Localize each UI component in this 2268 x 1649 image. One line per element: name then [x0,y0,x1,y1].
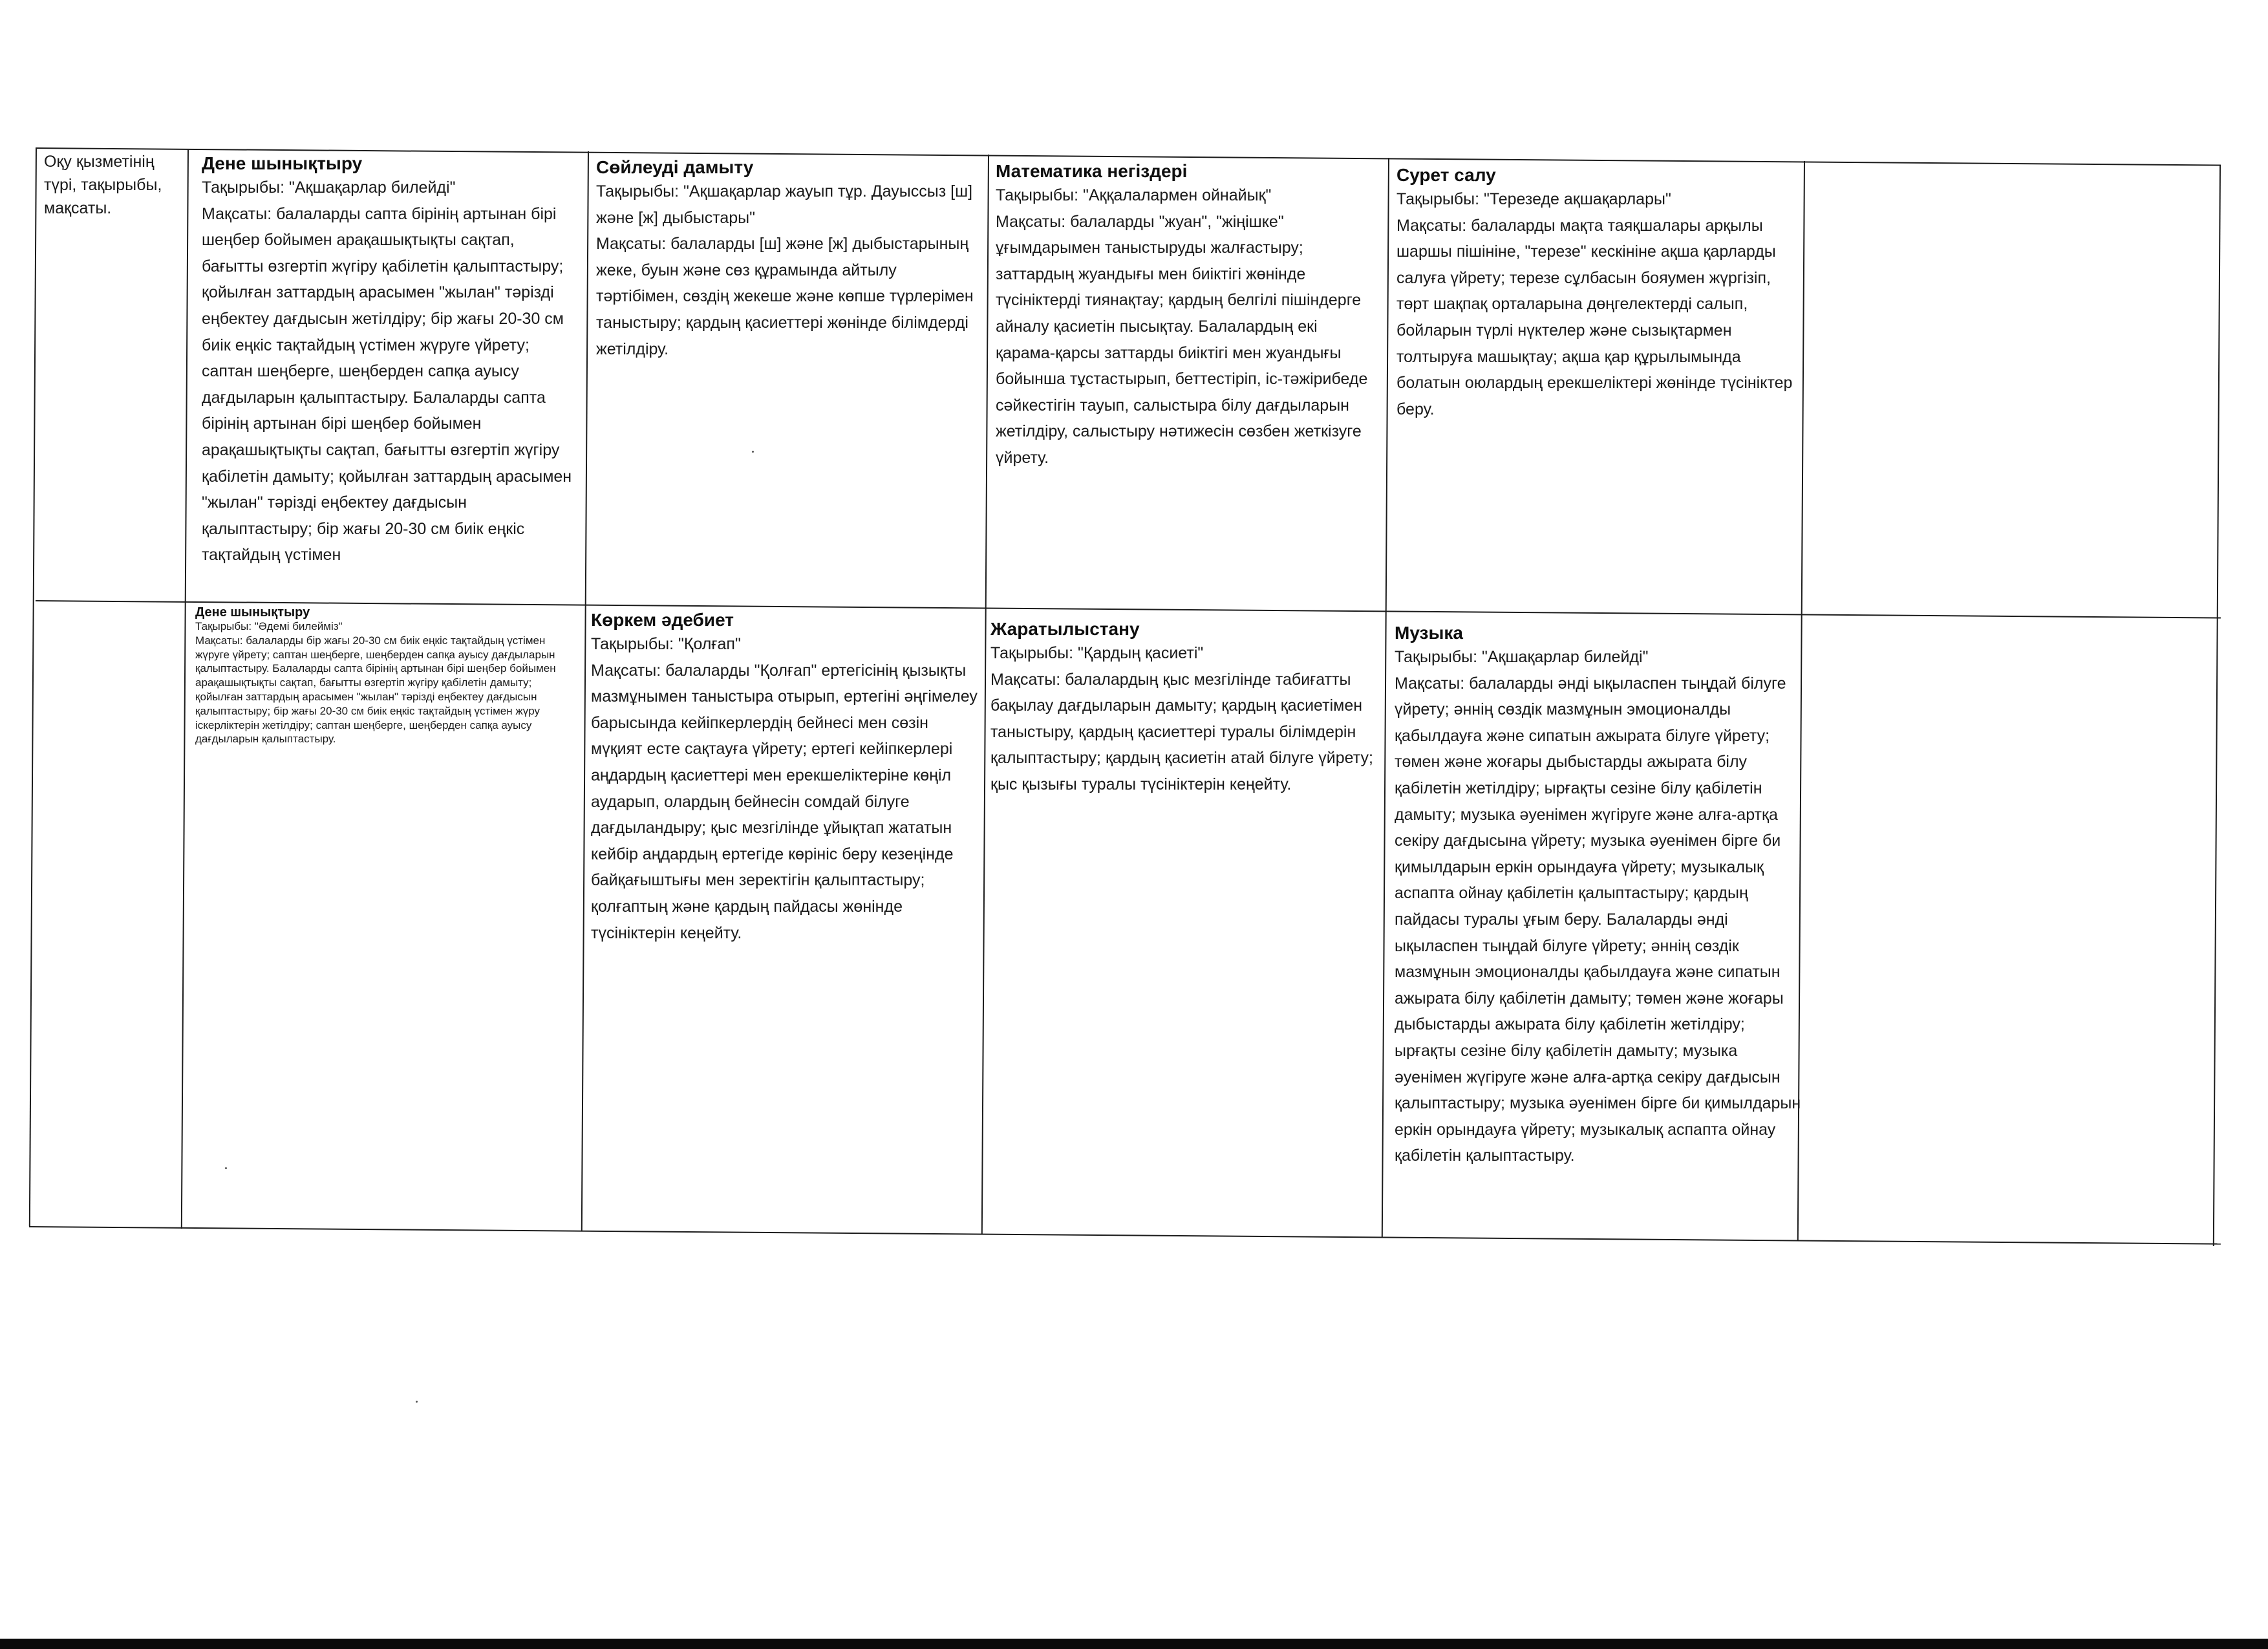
lesson-cell-natural-science [990,618,1384,1200]
lesson-cell-mathematics [996,160,1380,607]
lesson-title: Дене шынықтыру [195,605,310,620]
scan-speck [752,451,754,453]
lesson-cell-physical-education-2 [195,605,574,864]
scan-speck [225,1167,227,1169]
table-bottom-border [29,1226,2221,1245]
row-header-label: Оқу қызметінің түрі, тақырыбы, мақсаты. [44,153,162,217]
column-divider-3 [981,155,989,1234]
lesson-goal: Мақсаты: балаларды "Қолғап" ертегісінің қызықты мазмұнымен таныстыра отырып, ертегіні әңгімелеу барысында кейіпкерлердің бейнесі мен сөзін мүқият есте сақтауға үйрету; ертегі кейіпкерлері аңдардың қасиеттері мен ерекшеліктеріне көңіл аударып, олардың бейнесін сомдай білуге дағдыландыру; қыс мезгілінде ұйықтап жататын кейбір аңдардың ертегіде көрініс беру кезеңінде байқағыштығы мен зеректігін қалыптастыру; қолғаптың және қардың пайдасы жөнінде түсініктерін кеңейту. [591,661,978,942]
table-right-border [2213,165,2221,1246]
lesson-title: Математика негіздері [996,161,1188,181]
lesson-goal: Мақсаты: балалардың қыс мезгілінде табиғатты бақылау дағдыларын дамыту; қардың қасиетімен таныстыру, қардың қасиеттері туралы білімдерін қалыптастыру; қардың қасиетін атай білуге үйрету; қыс қызығы туралы түсініктерін кеңейту. [990,670,1373,793]
lesson-title: Жаратылыстану [990,619,1140,639]
lesson-goal: Мақсаты: балаларды [ш] және [ж] дыбыстарының жеке, буын және сөз құрамында айтылу тәртібімен, сөздің жекеше және көпше түрлерімен таныстыру; қардың қасиеттері жөнінде білімдерді жетілдіру. [596,235,974,358]
lesson-goal: Мақсаты: балаларды бір жағы 20-30 см биік еңкіс тақтайдың үстімен жүруге үйрету; саптан шеңберге, шеңберден сапқа ауысу дағдыларын қалыптастыру. Балаларды сапта бірінің артынан бірі шеңбер бойымен арақашықтықты сақтап, бағытты өзгертіп жүгіру қабілетін дамыту; қойылған заттардың арасымен "жылан" тәрізді еңбектеу дағдысын қалыптастыру; бір жағы 20-30 см биік еңкіс тақтайдың үстімен жүру іскерліктерін жетілдіру; саптан шеңберге, шеңберден сапқа ауысу дағдыларын қалыптастыру. [195,634,556,746]
row-header-cell [44,150,185,596]
column-divider-2 [581,151,589,1231]
lesson-title: Дене шынықтыру [202,153,363,173]
lesson-topic: Тақырыбы: "Ақшақарлар билейді" [1395,648,1649,666]
lesson-cell-empty-2 [1813,624,2208,1206]
lesson-cell-empty [1813,168,2208,601]
scan-speck [416,1401,418,1403]
lesson-title: Сөйлеуді дамыту [596,157,754,177]
lesson-cell-music [1395,622,1802,1256]
lesson-topic: Тақырыбы: "Қардың қасиеті" [990,644,1204,662]
lesson-topic: Тақырыбы: "Терезеде ақшақарлары" [1396,190,1671,208]
lesson-title: Музыка [1395,623,1463,643]
lesson-topic: Тақырыбы: "Ақшақарлар жауып тұр. Дауыссыз [ш] және [ж] дыбыстары" [596,182,973,227]
lesson-goal: Мақсаты: балаларды сапта бірінің артынан бірі шеңбер бойымен арақашықтықты сақтап, бағытты өзгертіп жүгіру қабілетін қалыптастыру; қойылған заттардың арасымен "жылан" тәрізді еңбектеу дағдысын жетілдіру; бір жағы 20-30 см биік еңкіс тақтайдың үстімен жүруге үйрету; саптан шеңберге, шеңберден сапқа ауысу дағдыларын қалыптастыру. Балаларды сапта бірінің артынан бірі шеңбер бойымен арақашықтықты сақтап, бағытты өзгертіп жүгіру қабілетін дамыту; қойылған заттардың арасымен "жылан" тәрізді еңбектеу дағдысын қалыптастыру; бір жағы 20-30 см биік еңкіс тақтайдың үстімен [202,204,572,565]
lesson-topic: Тақырыбы: "Қолғап" [591,635,741,653]
lesson-topic: Тақырыбы: "Ақшақарлар билейді" [202,178,456,197]
lesson-goal: Мақсаты: балаларды мақта таяқшалары арқылы шаршы пішініне, "терезе" кескініне ақша қарларды салуға үйрету; терезе сұлбасын бояумен жүргізіп, төрт шақпақ орталарына дөңгелектерді салып, бойларын түрлі нүктелер және сызықтармен толтыруға машықтау; ақша қар құрылымында болатын оюлардың ерекшеліктері жөнінде түсініктер беру. [1396,216,1793,418]
scan-edge-bar [0,1639,2268,1649]
lesson-topic: Тақырыбы: "Аққалалармен ойнайық" [996,186,1272,204]
lesson-goal: Мақсаты: балаларды "жуан", "жіңішке" ұғымдарымен таныстыруды жалғастыру; заттардың жуандығы мен биіктігі жөнінде түсініктерді тиянақтау; қардың белгілі пішіндерге айналу қасиетін пысықтау. Балалардың екі қарама-қарсы заттарды биіктігі мен жуандығы бойынша тұстастырып, беттестіріп, іс-тәжірибеде сәйкестігін тауып, салыстыра білу дағдыларын жетілдіру, салыстыру нәтижесін сөзбен жеткізуге үйрету. [996,212,1368,467]
lesson-goal: Мақсаты: балаларды әнді ықыласпен тыңдай білуге үйрету; әннің сөздік мазмұнын эмоционалды қабылдауға және сипатын ажырата білуге үйрету; төмен және жоғары дыбыстарды ажырата білу қабілетін жетілдіру; ырғақты сезіне білу қабілетін дамыту; музыка әуенімен жүгіруге және алға-артқа секіру дағдысына үйрету; музыка әуенімен бірге би қимылдарын еркін орындауға үйрету; музыкалық аспапта ойнау қабілетін қалыптастыру; қардың пайдасы туралы ұғым беру. Балаларды әнді ықыласпен тыңдай білуге үйрету; әннің сөздік мазмұнын эмоционалды қабылдауға және сипатын ажырата білу қабілетін дамыту; төмен және жоғары дыбыстарды ажырата білу қабілетін жетілдіру; ырғақты сезіне білу қабілетін дамыту; музыка әуенімен жүгіруге және алға-артқа секіру дағдысын қалыптастыру; музыка әуенімен бірге би қимылдарын еркін орындауға үйрету; музыкалық аспапта ойнау қабілетін қалыптастыру. [1395,674,1801,1165]
lesson-cell-speech-development [596,156,979,603]
table-left-border [29,147,37,1226]
lesson-cell-literature [591,609,979,1211]
lesson-cell-physical-education [202,153,579,599]
lesson-title: Көркем әдебиет [591,610,734,630]
lesson-title: Сурет салу [1396,165,1496,185]
lesson-topic: Тақырыбы: "Әдемі билейміз" [195,620,343,632]
lesson-cell-drawing [1396,164,1796,610]
